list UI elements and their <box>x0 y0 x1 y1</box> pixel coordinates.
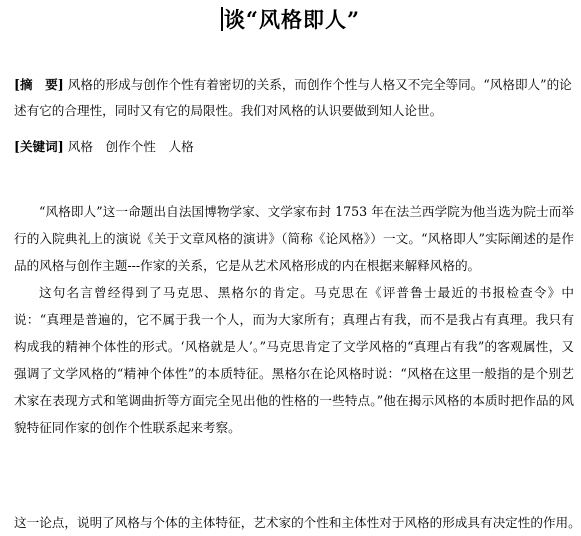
cutoff-line: 这一论点，说明了风格与个体的主体特征，艺术家的个性和主体性对于风格的形成具有决定性的作用。 <box>14 515 581 530</box>
keywords-label: [关键词] <box>14 139 64 154</box>
keywords[interactable] <box>14 134 574 160</box>
abstract-label: [摘 要] <box>14 77 64 92</box>
abstract-text: 风格的形成与创作个性有着密切的关系，而创作个性与人格又不完全等同。“风格即人”的论述有它的合理性，同时又有它的局限性。我们对风格的认识要做到知人论世。 <box>14 77 572 118</box>
abstract[interactable] <box>14 72 574 124</box>
body-paragraph: 这句名言曾经得到了马克思、黑格尔的肯定。马克思在《评普鲁士最近的书报检查令》中说：“真理是普遍的，它不属于我一个人，而为大家所有；真理占有我，而不是我占有真理。我只有构成我的精神个体性的形式。‘风格就是人’。”马克思肯定了文学风格的“真理占有我”的客观属性，又强调了文学风格的“精神个体性”的本质特征。黑格尔在论风格时说：“风格在这里一般指的是个别艺术家在表现方式和笔调曲折等方面完全见出他的性格的一些特点。”他在揭示风格的本质时把作品的风貌特征同作家的创作个性联系起来考察。 <box>14 285 574 435</box>
document-title[interactable]: 谈“风格即人” <box>223 7 361 32</box>
keywords-text: 风格 创作个性 人格 <box>67 139 194 154</box>
body-text[interactable] <box>14 198 574 441</box>
body-paragraph: “风格即人”这一命题出自法国博物学家、文学家布封 1753 年在法兰西学院为他当选为院士而举行的入院典礼上的演说《关于文章风格的演讲》（简称《论风格》）一文。“风格即人”实际阐述的是作品的风格与创作主题---作家的关系，它是从艺术风格形成的内在根据来解释风格的。 <box>14 204 574 273</box>
title-row <box>0 4 581 34</box>
text-cursor <box>221 7 223 31</box>
